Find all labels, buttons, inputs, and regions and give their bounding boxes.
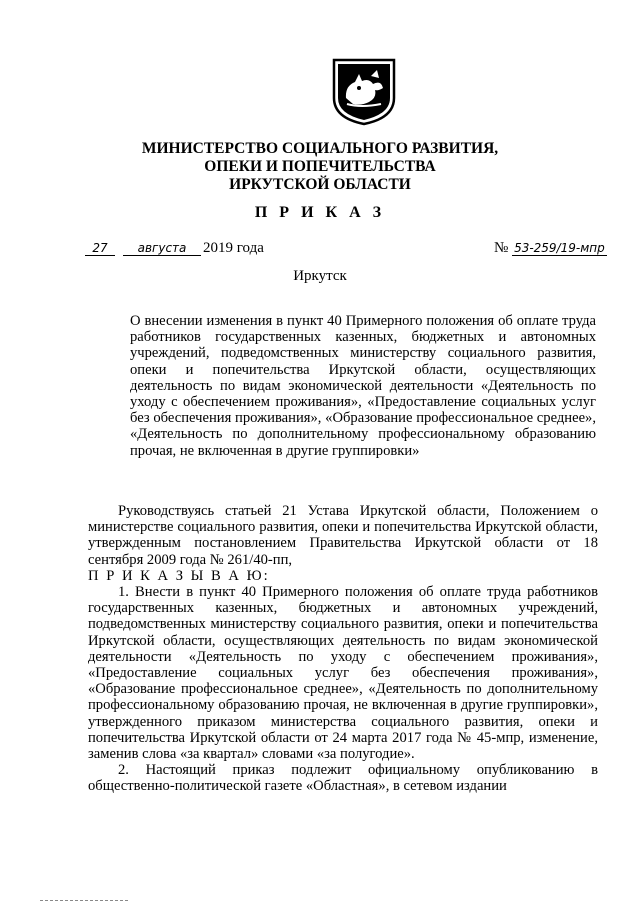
number-value: 53-259/19-мпр [514,241,605,255]
footer-divider [40,900,128,901]
item-2-paragraph: 2. Настоящий приказ подлежит официальному опубликованию в общественно-политической газете «Областная», в сетевом издании [88,762,598,795]
city: Иркутск [293,268,347,284]
ministry-name [0,140,640,194]
date-year: 2019 года [203,240,264,256]
item-1-paragraph: 1. Внести в пункт 40 Примерного положения об оплате труда работников государственных казенных, бюджетных и автономных учреждений, подведомственных министерству социального развития, опеки и попечительства Иркутской области, осуществляющих деятельность по видам экономической деятельности «Деятельность по уходу с обеспечением проживания», «Предоставление социальных услуг без обеспечения проживания», «Образование профессиональное среднее», «Деятельность по дополнительному профессиональному образованию прочая, не включенная в другие группировки», утвержденного приказом министерства социального развития, опеки и попечительства Иркутской области от 24 марта 2017 года № 45-мпр, изменение, заменив слова «за квартал» словами «за полугодие». [88,584,598,763]
date-month: августа [123,241,201,256]
order-subject: О внесении изменения в пункт 40 Примерного положения об оплате труда работников государственных казенных, бюджетных и автономных учреждений, подведомственных министерству социального развития, опеки и попечительства Иркутской области, осуществляющих деятельность по видам экономической деятельности «Деятельность по уходу с обеспечением проживания», «Предоставление социальных услуг без обеспечения проживания», «Образование профессиональное среднее», «Деятельность по дополнительному профессиональному образованию прочая, не включенная в другие группировки» [130,313,596,459]
ministry-line-2: ОПЕКИ И ПОПЕЧИТЕЛЬСТВА [204,158,436,175]
irkutsk-coat-of-arms-icon [331,58,397,126]
ministry-line-1: МИНИСТЕРСТВО СОЦИАЛЬНОГО РАЗВИТИЯ, [141,140,499,157]
order-title: П Р И К А З [254,204,386,221]
order-word: П Р И К А З Ы В А Ю: [88,567,270,584]
number-sign: № [494,240,509,256]
order-body [88,503,598,795]
ministry-line-3: ИРКУТСКОЙ ОБЛАСТИ [229,176,411,193]
preamble-paragraph: Руководствуясь статьей 21 Устава Иркутской области, Положением о министерстве социального развития, опеки и попечительства Иркутской области, утвержденным постановлением Правительства Иркутской области от 18 сентября 2009 года № 261/40-пп, [88,503,598,568]
date-day: 27 [85,241,115,256]
order-number [494,240,607,257]
order-date [85,240,264,257]
